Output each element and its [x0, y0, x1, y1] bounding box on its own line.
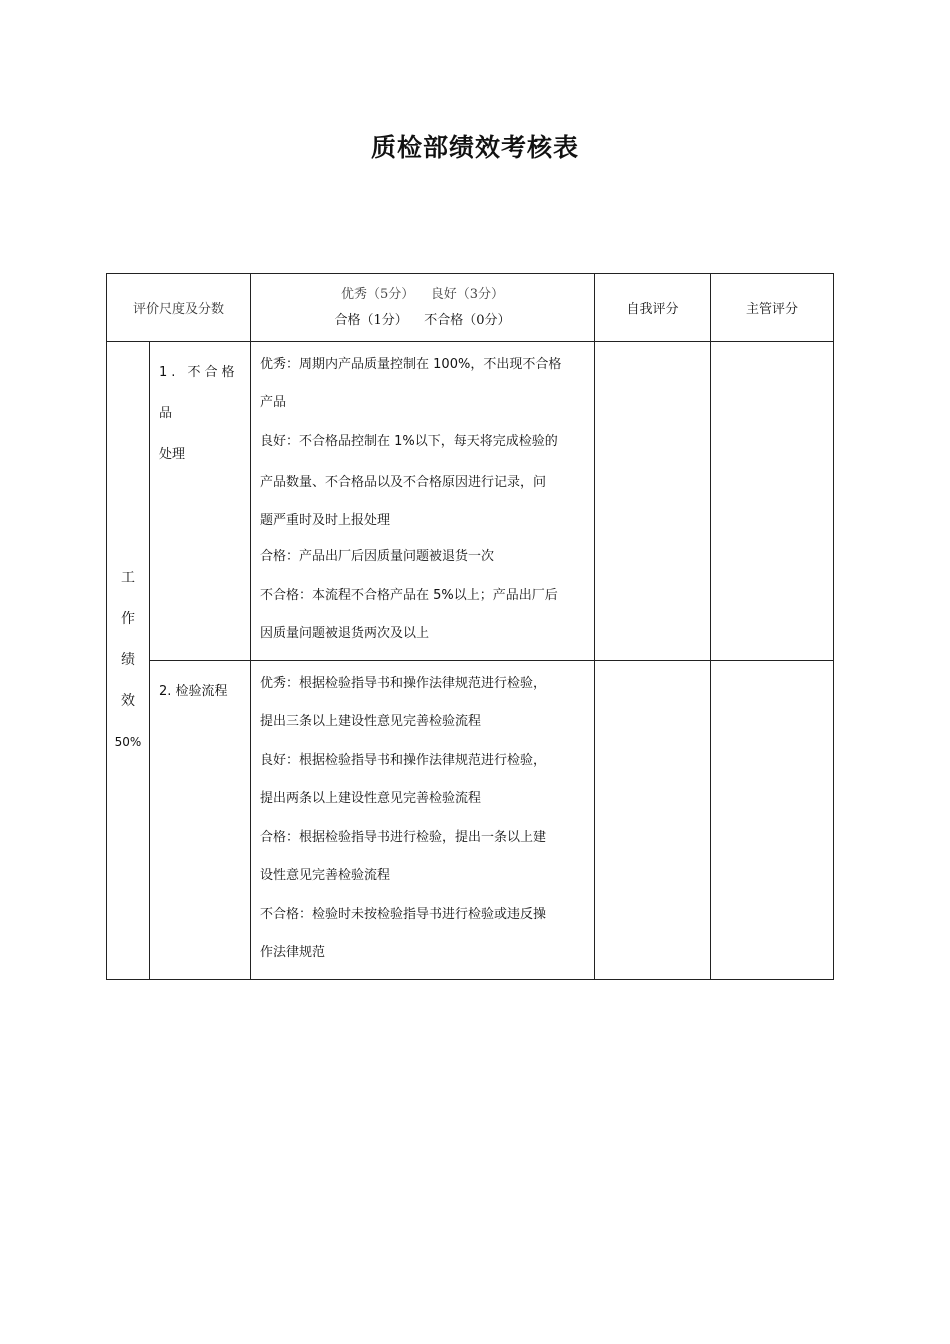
criteria-cell [251, 661, 595, 980]
self-score-cell[interactable] [595, 661, 711, 980]
criteria-line: 提出两条以上建设性意见完善检验流程 [260, 791, 482, 806]
category-char: 效 [121, 693, 135, 709]
performance-assessment-table [106, 273, 834, 980]
scale-label: 评价尺度及分数 [133, 302, 225, 317]
category-char: 作 [121, 611, 135, 627]
score-levels-cell [251, 274, 595, 342]
manager-score-cell[interactable] [711, 661, 834, 980]
scale-label-cell [107, 274, 251, 342]
item-name: 1. 不合格品 [159, 365, 239, 421]
item-name-cell [150, 342, 251, 661]
criteria-line: 提出三条以上建设性意见完善检验流程 [260, 714, 482, 729]
score-levels-line-2: 合格（1分） 不合格（0分） [334, 312, 511, 328]
criteria-cell [251, 342, 595, 661]
table-row [107, 342, 834, 661]
category-cell [107, 342, 150, 980]
item-name-continued: 处理 [159, 447, 186, 462]
criteria-line: 合格：根据检验指导书进行检验，提出一条以上建 [260, 830, 547, 845]
criteria-line: 作法律规范 [260, 945, 326, 960]
category-char: 工 [121, 570, 135, 586]
table-row [107, 661, 834, 980]
self-score-label: 自我评分 [626, 302, 679, 317]
self-score-cell[interactable] [595, 342, 711, 661]
criteria-line: 因质量问题被退货两次及以上 [260, 626, 430, 641]
manager-score-header [711, 274, 834, 342]
page-title: 质检部绩效考核表 [370, 133, 579, 162]
category-weight: 50% [114, 735, 142, 749]
category-char: 绩 [121, 652, 135, 668]
criteria-line: 设性意见完善检验流程 [260, 868, 391, 883]
criteria-line: 优秀：根据检验指导书和操作法律规范进行检验， [260, 676, 547, 691]
score-levels-line-1: 优秀（5分） 良好（3分） [340, 286, 505, 302]
criteria-line: 不合格：检验时未按检验指导书进行检验或违反操 [260, 907, 547, 922]
criteria-line: 合格：产品出厂后因质量问题被退货一次 [260, 549, 495, 564]
criteria-line: 不合格：本流程不合格产品在 5%以上；产品出厂后 [260, 588, 558, 603]
criteria-line: 题严重时及时上报处理 [260, 513, 391, 528]
item-name-cell [150, 661, 251, 980]
item-name: 2. 检验流程 [159, 684, 228, 699]
header-row [107, 274, 834, 342]
criteria-line: 良好：根据检验指导书和操作法律规范进行检验， [260, 753, 547, 768]
self-score-header [595, 274, 711, 342]
criteria-line: 良好：不合格品控制在 1%以下，每天将完成检验的 [260, 434, 558, 449]
criteria-line: 产品数量、不合格品以及不合格原因进行记录，问 [260, 475, 547, 490]
criteria-line: 产品 [260, 395, 287, 410]
criteria-line: 优秀：周期内产品质量控制在 100%，不出现不合格 [260, 357, 562, 372]
manager-score-cell[interactable] [711, 342, 834, 661]
manager-score-label: 主管评分 [746, 302, 799, 317]
